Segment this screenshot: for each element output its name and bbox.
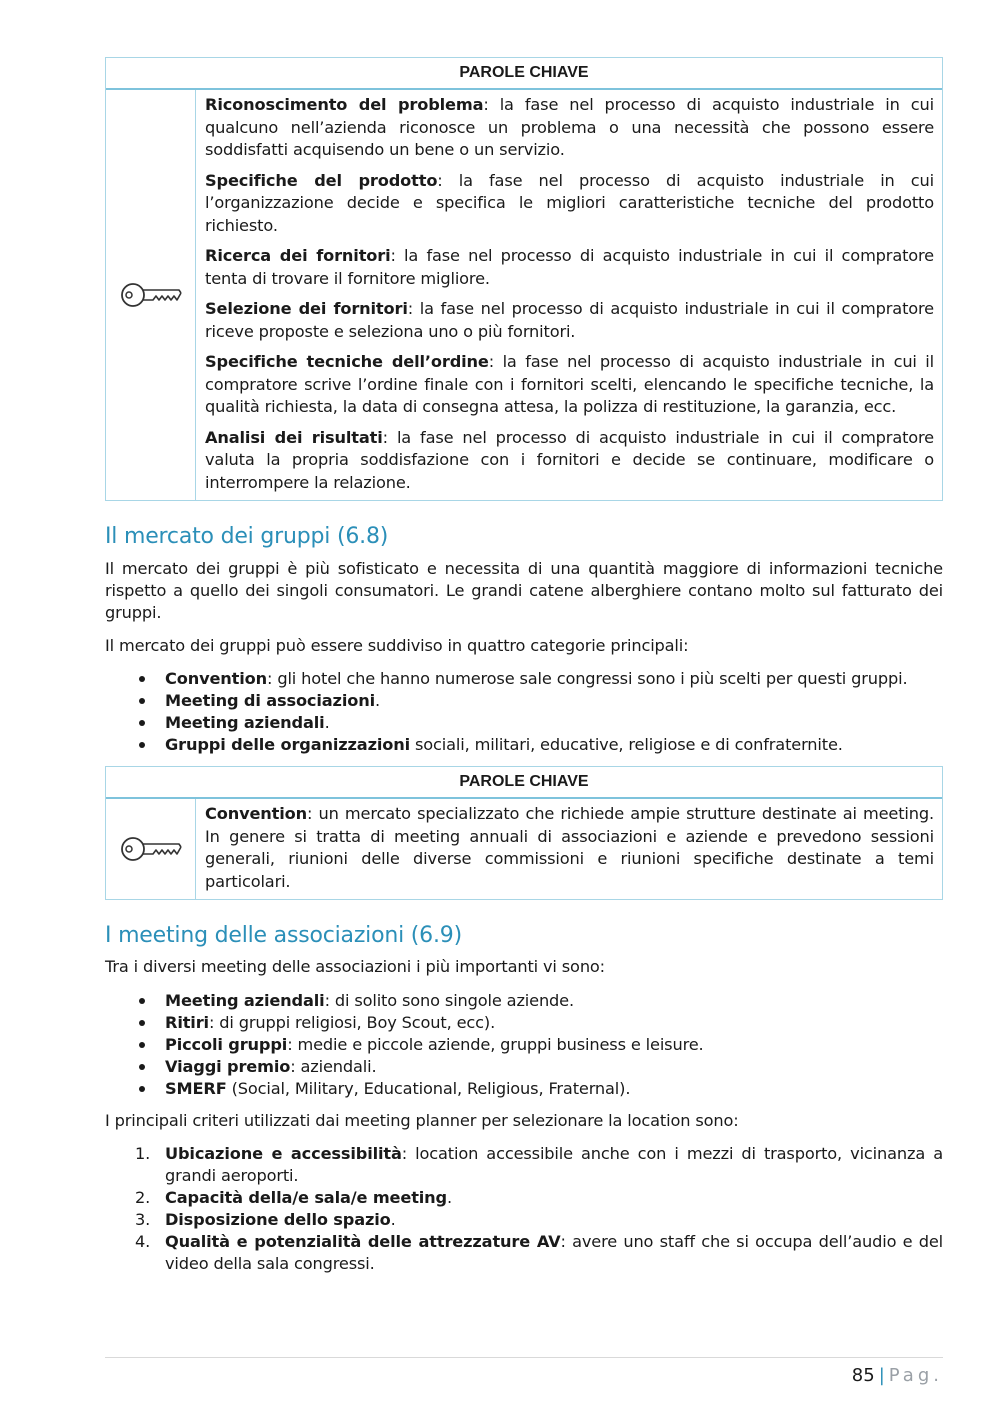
footer-separator: | — [878, 1365, 885, 1386]
list-item: Meeting aziendali. — [105, 712, 943, 734]
keywords-table-1 — [105, 57, 943, 501]
page-footer — [852, 1363, 943, 1389]
list-item: SMERF (Social, Military, Educational, Religious, Fraternal). — [105, 1078, 943, 1100]
key-icon — [119, 280, 183, 310]
keywords-table-header: PAROLE CHIAVE — [106, 58, 942, 90]
keyword-entry: Analisi dei risultati: la fase nel processo di acquisto industriale in cui il compratore valuta la propria soddisfazione con i fornitori e decide se continuare, modificare o interrompere la relazione. — [205, 427, 934, 492]
list-item: Meeting di associazioni. — [105, 690, 943, 712]
paragraph: Il mercato dei gruppi è più sofisticato e necessita di una quantità maggiore di informazioni tecniche rispetto a quello dei singoli consumatori. Le grandi catene alberghiere contano molto sul fatturato dei gruppi. — [105, 559, 943, 622]
key-icon — [119, 834, 183, 864]
list-item: Piccoli gruppi: medie e piccole aziende, gruppi business e leisure. — [105, 1034, 943, 1056]
section-title: Il mercato dei gruppi (6.8) — [105, 524, 389, 549]
keywords-table-header: PAROLE CHIAVE — [106, 767, 942, 799]
paragraph: Il mercato dei gruppi può essere suddiviso in quattro categorie principali: — [105, 636, 689, 655]
list-item: 1. Ubicazione e accessibilità: location accessibile anche con i mezzi di trasporto, vicinanza a grandi aeroporti. — [135, 1144, 943, 1185]
keyword-entry: Specifiche del prodotto: la fase nel processo di acquisto industriale in cui l’organizzazione decide e specifica le migliori caratteristiche tecniche del prodotto richiesto. — [205, 170, 935, 235]
page-content — [105, 57, 943, 1275]
list-item: 4. Qualità e potenzialità delle attrezzature AV: avere uno staff che si occupa dell’audio e del video della sala congressi. — [135, 1232, 943, 1273]
bullet-list — [105, 668, 943, 756]
numbered-list — [105, 1143, 943, 1275]
paragraph: I principali criteri utilizzati dai meeting planner per selezionare la location sono: — [105, 1111, 739, 1130]
list-item: Convention: gli hotel che hanno numerose sale congressi sono i più scelti per questi gruppi. — [105, 668, 943, 690]
list-item: 2. Capacità della/e sala/e meeting. — [135, 1188, 452, 1207]
keyword-entry: Specifiche tecniche dell’ordine: la fase nel processo di acquisto industriale in cui il compratore scrive l’ordine finale con i fornitori scelti, elencando le specifiche tecniche, la qualità richiesta, la data di consegna attesa, la polizza di restituzione, la garanzia, ecc. — [205, 352, 934, 416]
footer-divider — [105, 1357, 943, 1358]
keyword-entry: Riconoscimento del problema: la fase nel processo di acquisto industriale in cui qualcuno nell’azienda riconosce un problema o una necessità che possono essere soddisfatti acquisendo un bene o un servizio. — [205, 95, 934, 159]
keyword-entry: Selezione dei fornitori: la fase nel processo di acquisto industriale in cui il compratore riceve proposte e seleziona uno o più fornitori. — [205, 299, 934, 341]
keywords-table-2 — [105, 766, 943, 900]
paragraph: Tra i diversi meeting delle associazioni i più importanti vi sono: — [105, 957, 605, 976]
keyword-entry: Ricerca dei fornitori: la fase nel processo di acquisto industriale in cui il compratore tenta di trovare il fornitore migliore. — [205, 246, 934, 288]
section-title: I meeting delle associazioni (6.9) — [105, 923, 462, 948]
list-item: Viaggi premio: aziendali. — [105, 1056, 943, 1078]
list-item: 3. Disposizione dello spazio. — [135, 1210, 396, 1229]
footer-label: Pag. — [888, 1365, 943, 1386]
keyword-entry: Convention: un mercato specializzato che richiede ampie strutture destinate ai meeting. In genere si tratta di meeting annuali di associazioni e aziende e prevedono sessioni generali, riunioni delle diverse commissioni e riunioni specifiche destinate a temi particolari. — [205, 804, 934, 891]
bullet-list — [105, 990, 943, 1100]
list-item: Gruppi delle organizzazioni sociali, militari, educative, religiose e di confraternite. — [105, 734, 943, 756]
list-item: Ritiri: di gruppi religiosi, Boy Scout, ecc). — [105, 1012, 943, 1034]
page-number: 85 — [851, 1365, 875, 1386]
list-item: Meeting aziendali: di solito sono singole aziende. — [105, 990, 943, 1012]
